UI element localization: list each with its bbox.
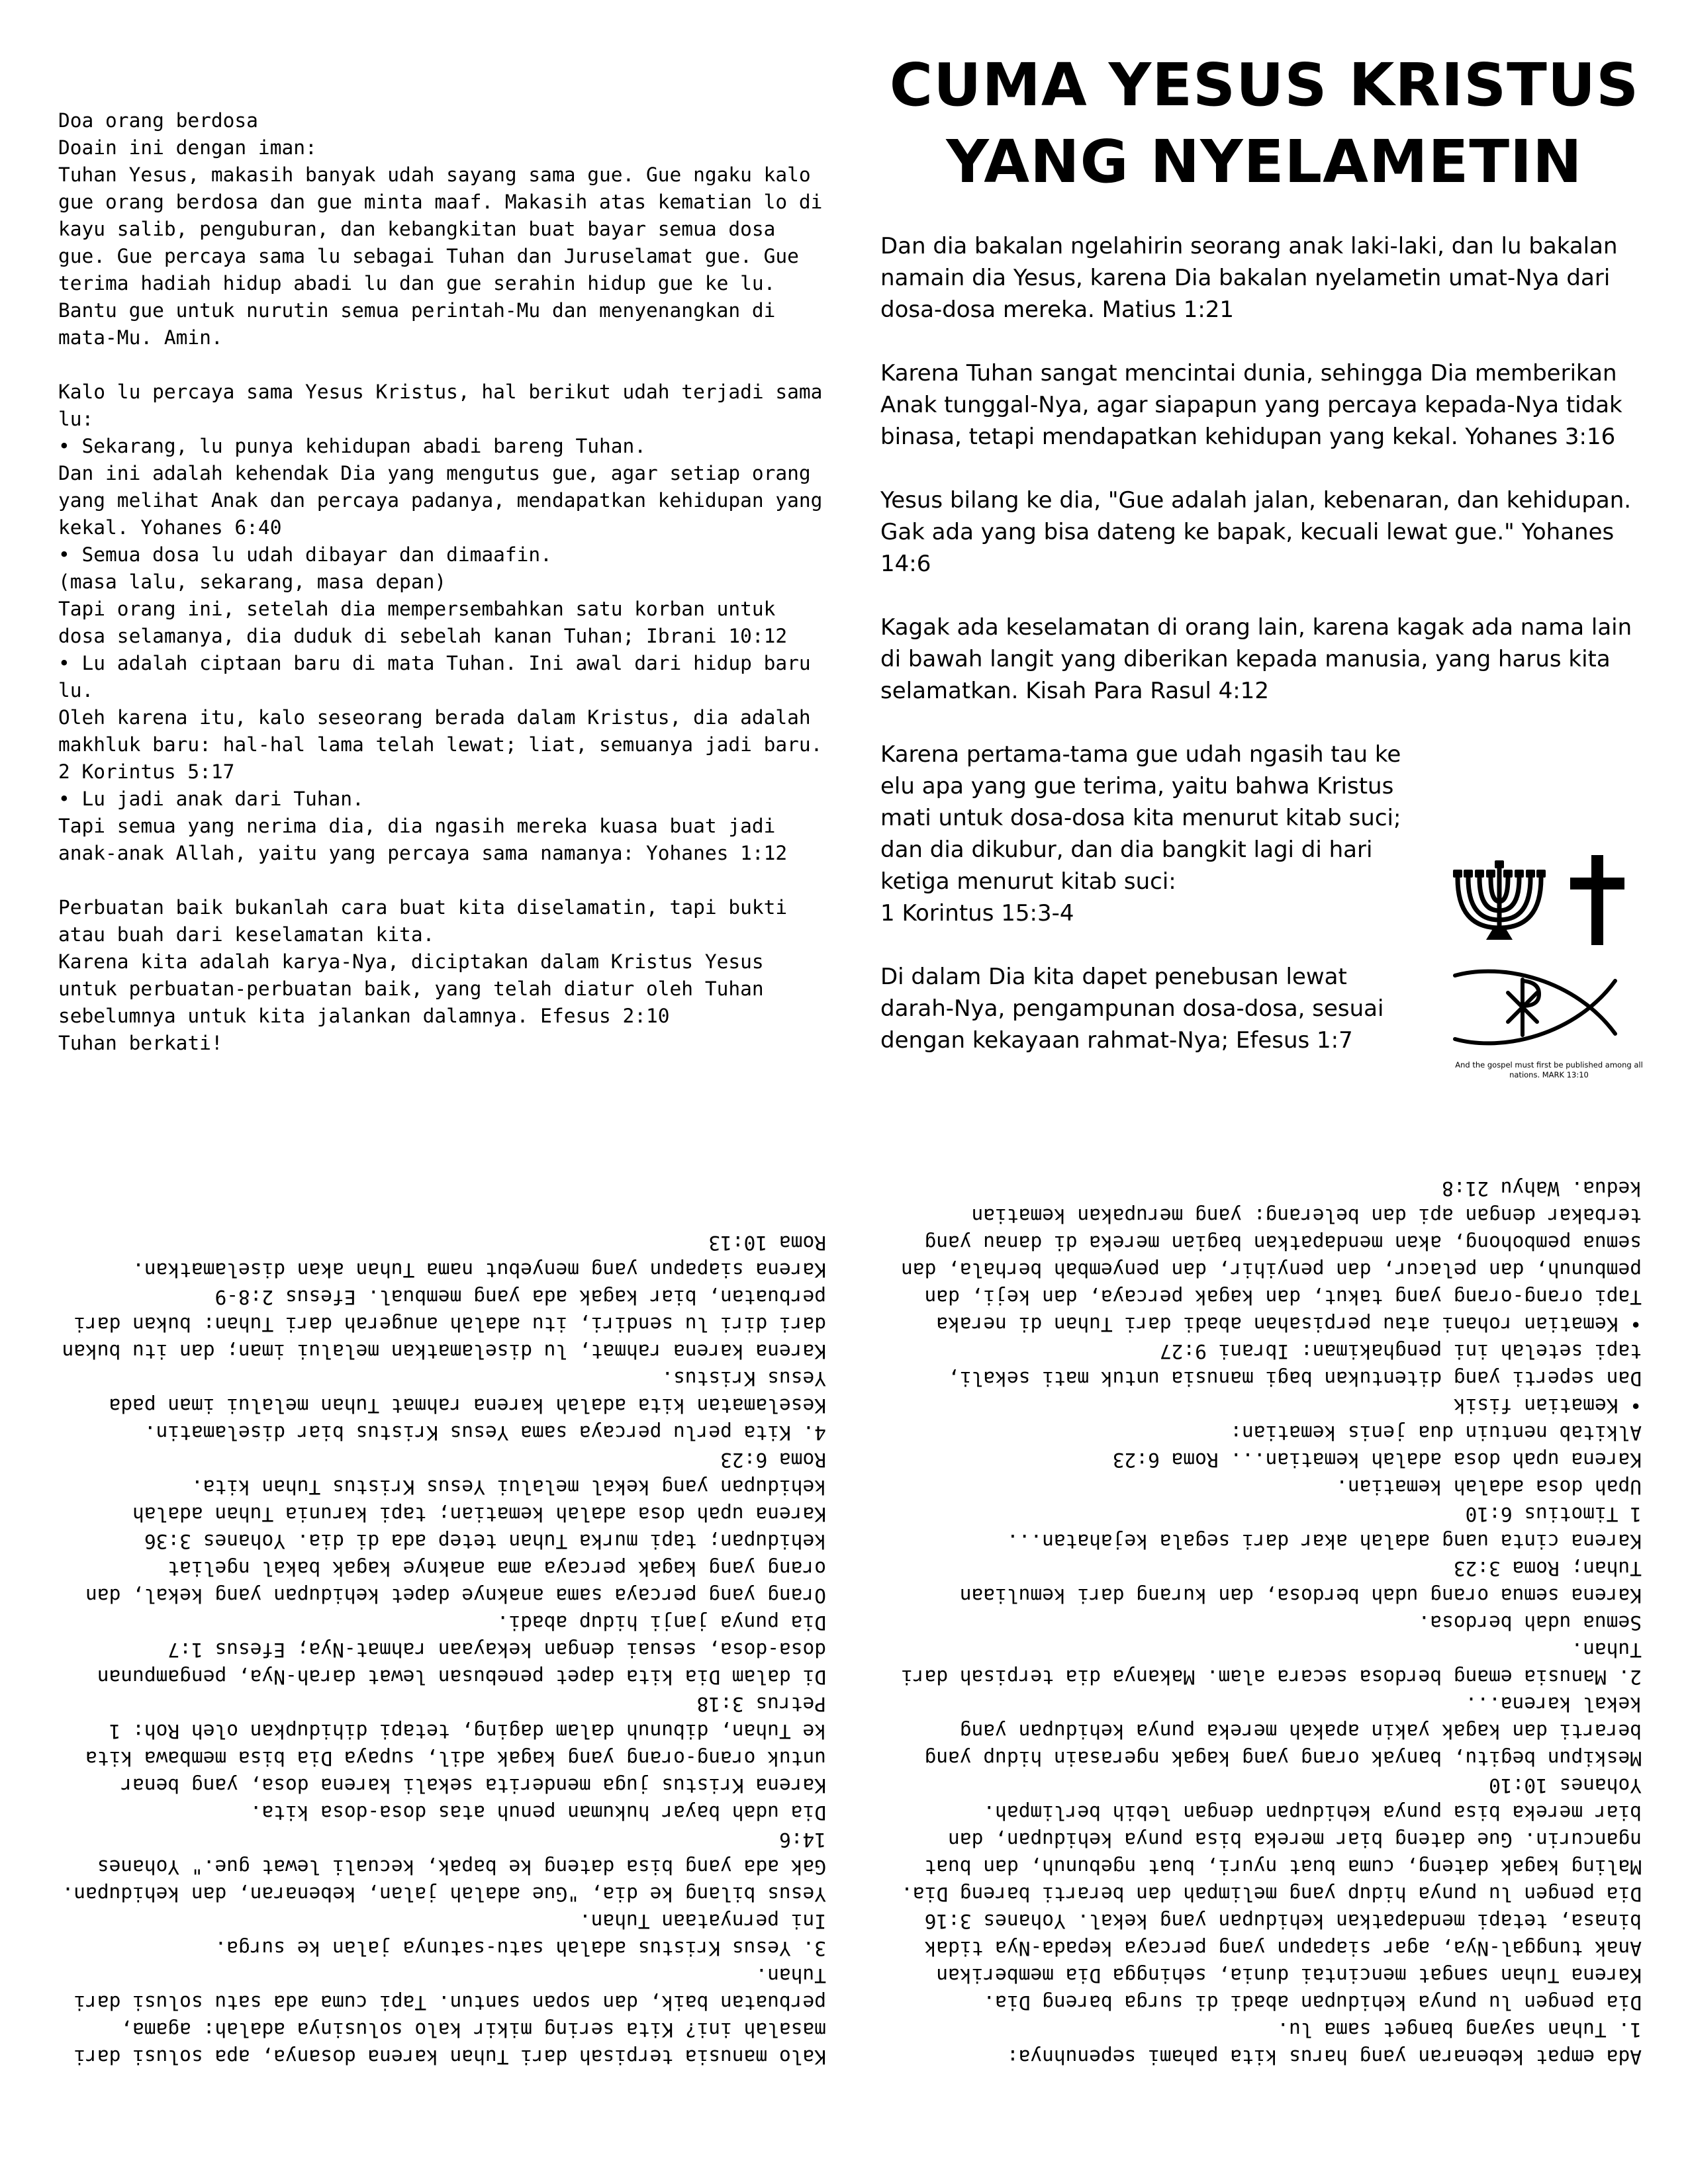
four-truths-section-inverted bbox=[900, 1165, 1642, 2124]
verse-yohanes-3-16: Karena Tuhan sangat mencintai dunia, sehingga Dia memberikan Anak tunggal-Nya, agar siapapun yang percaya kepada-Nya tidak binasa, tetapi mendapatkan kehidupan yang kekal. Yohanes 3:16 bbox=[880, 360, 1622, 450]
cross-icon bbox=[1568, 854, 1627, 946]
solution-section-inverted bbox=[58, 1165, 826, 2124]
verse-matius-1-21: Dan dia bakalan ngelahirin seorang anak laki-laki, dan lu bakalan namain dia Yesus, karena Dia bakalan nyelametin umat-Nya dari dosa-dosa mereka. Matius 1:21 bbox=[880, 233, 1618, 323]
religious-symbols bbox=[1450, 855, 1648, 1093]
solution-text: Kalo manusia terpisah dari Tuhan karena dosanya, apa solusi dari masalah ini? Kita sering mikir kalo solusinya adalah: agama, perbuatan baik, dan sopan santun. Tapi cuma ada satu solusi dari Tuhan. 3. Yesus Kristus adalah satu-satunya jalan ke surga. Ini pernyataan Tuhan. Yesus bilang ke dia, "Gue adalah jalan, kebenaran, dan kehidupan. Gak ada yang bisa dateng ke bapak, kecuali lewat gue." Yohanes 14:6 Dia udah bayar hukuman penuh atas dosa-dosa kita. Karena Kristus juga menderita sekali karena dosa, yang benar untuk orang-orang yang kagak adil, supaya Dia bisa membawa kita ke Tuhan, dibunuh dalam daging, tetapi dihidupkan oleh Roh: 1 Petrus 3:18 Di dalam Dia kita dapet penebusan lewat darah-Nya, pengampunan dosa-dosa, sesuai dengan kekayaan rahmat-Nya; Efesus 1:7 Dia punya janji hidup abadi. Orang yang percaya sama anaknye dapet kehidupan yang kekal, dan orang yang kagak percaya ama anaknye kagak bakal ngeliat kehidupan; tapi murka Tuhan tetep ada di dia. Yohanes 3:36 Karena upah dosa adalah kematian; tapi karunia Tuhan adalah kehidupan yang kekal melalui Yesus Kristus Tuhan kita. Roma 6:23 4. Kita perlu percaya sama Yesus Kristus biar diselamatin. Keselamatan kita adalah karena rahmat Tuhan melalui iman pada Yesus Kristus. Karena karena rahmat, lu diselamatkan melalui iman; dan itu bukan dari diri lu sendiri, itu adalah anugerah dari Tuhan: bukan dari perbuatan, biar kagak ada yang membual. Efesus 2:8-9 Karena siapapun yang menyebut nama Tuhan akan diselamatkan. Roma 10:13 bbox=[62, 1232, 826, 2068]
menorah-icon bbox=[1450, 855, 1549, 941]
verse-yohanes-14-6: Yesus bilang ke dia, "Gue adalah jalan, kebenaran, dan kehidupan. Gak ada yang bisa dateng ke bapak, kecuali lewat gue." Yohanes 14:6 bbox=[880, 487, 1632, 577]
prayer-section bbox=[58, 53, 826, 1085]
ichthys-chi-rho-icon bbox=[1450, 968, 1648, 1047]
page-title: CUMA YESUS KRISTUS YANG NYELAMETIN bbox=[889, 50, 1640, 196]
verse-kisah-4-12: Kagak ada keselamatan di orang lain, karena kagak ada nama lain di bawah langit yang diberikan kepada manusia, yang harus kita selamatkan. Kisah Para Rasul 4:12 bbox=[880, 614, 1632, 704]
verse-efesus-1-7: Di dalam Dia kita dapet penebusan lewat darah-Nya, pengampunan dosa-dosa, sesuai dengan kekayaan rahmat-Nya; Efesus 1:7 bbox=[880, 964, 1384, 1054]
prayer-text: Doa orang berdosa Doain ini dengan iman: Tuhan Yesus, makasih banyak udah sayang sama gue. Gue ngaku kalo gue orang berdosa dan gue minta maaf. Makasih atas kematian lo di kayu salib, penguburan, dan kebangkitan buat bayar semua dosa gue. Gue percaya sama lu sebagai Tuhan dan Juruselamat gue. Gue terima hadiah hidup abadi lu dan gue serahin hidup gue ke lu. Bantu gue untuk nurutin semua perintah-Mu dan menyenangkan di mata-Mu. Amin. Kalo lu percaya sama Yesus Kristus, hal berikut udah terjadi sama lu: • Sekarang, lu punya kehidupan abadi bareng Tuhan. Dan ini adalah kehendak Dia yang mengutus gue, agar setiap orang yang melihat Anak dan percaya padanya, mendapatkan kehidupan yang kekal. Yohanes 6:40 • Semua dosa lu udah dibayar dan dimaafin. (masa lalu, sekarang, masa depan) Tapi orang ini, setelah dia mempersembahkan satu korban untuk dosa selamanya, dia duduk di sebelah kanan Tuhan; Ibrani 10:12 • Lu adalah ciptaan baru di mata Tuhan. Ini awal dari hidup baru lu. Oleh karena itu, kalo seseorang berada dalam Kristus, dia adalah makhluk baru: hal-hal lama telah lewat; liat, semuanya jadi baru. 2 Korintus 5:17 • Lu jadi anak dari Tuhan. Tapi semua yang nerima dia, dia ngasih mereka kuasa buat jadi anak-anak Allah, yaitu yang percaya sama namanya: Yohanes 1:12 Perbuatan baik bukanlah cara buat kita diselamatin, tapi bukti atau buah dari keselamatan kita. Karena kita adalah karya-Nya, diciptakan dalam Kristus Yesus untuk perbuatan-perbuatan baik, yang telah diatur oleh Tuhan sebelumnya untuk kita jalankan dalamnya. Efesus 2:10 Tuhan berkati! bbox=[58, 109, 823, 1054]
gospel-front-panel bbox=[880, 46, 1648, 1105]
mark-13-10-motto: And the gospel must first be published among all nations. MARK 13:10 bbox=[1455, 1060, 1643, 1079]
verse-1-korintus-15: Karena pertama-tama gue udah ngasih tau ke elu apa yang gue terima, yaitu bahwa Kristus mati untuk dosa-dosa kita menurut kitab suci; dan dia dikubur, dan dia bangkit lagi di hari ketiga menurut kitab suci: 1 Korintus 15:3-4 bbox=[880, 741, 1401, 927]
four-truths-text: Ada empat kebenaran yang harus kita pahami sepenuhnya: 1. Tuhan sayang banget sama lu. Dia pengen lu punya kehidupan abadi di surga bareng Dia. Karena Tuhan sangat mencintai dunia, sehingga Dia memberikan Anak tunggal-Nya, agar siapapun yang percaya kepada-Nya tidak binasa, tetapi mendapatkan kehidupan yang kekal. Yohanes 3:16 Dia pengen lu punya hidup yang melimpah dan berarti bareng Dia. Maling kagak dateng, cuma buat nyuri, buat ngebunuh, dan buat ngancurin. Gue dateng biar mereka bisa punya kehidupan, dan biar mereka bisa punya kehidupan dengan lebih berlimpah. Yohanes 10:10 Meskipun begitu, banyak orang yang kagak ngerasain hidup yang berarti dan kagak yakin apakah mereka punya kehidupan yang kekal karena... 2. Manusia emang berdosa secara alam. Makanya dia terpisah dari Tuhan. Semua udah berdosa. Karena semua orang udah berdosa, dan kurang dari kemuliaan Tuhan; Roma 3:23 Karena cinta uang adalah akar dari segala kejahatan... 1 Timotius 6:10 Upah dosa adalah kematian. Karena upah dosa adalah kematian... Roma 6:23 Alkitab nentuin dua jenis kematian: • Kematian fisik Dan seperti yang ditentukan bagi manusia untuk mati sekali, tapi setelah ini penghakiman: Ibrani 9:27 • Kematian rohani atau perpisahan abadi dari Tuhan di neraka Tapi orang-orang yang takut, dan kagak percaya, dan keji, dan pembunuh, dan pelacur, dan penyihir, dan penyembah berhala, dan semua pembohong, akan mendapatkan bagian mereka di danau yang terbakar dengan api dan belerang: yang merupakan kematian kedua. Wahyu 21:8 bbox=[901, 1177, 1642, 2068]
